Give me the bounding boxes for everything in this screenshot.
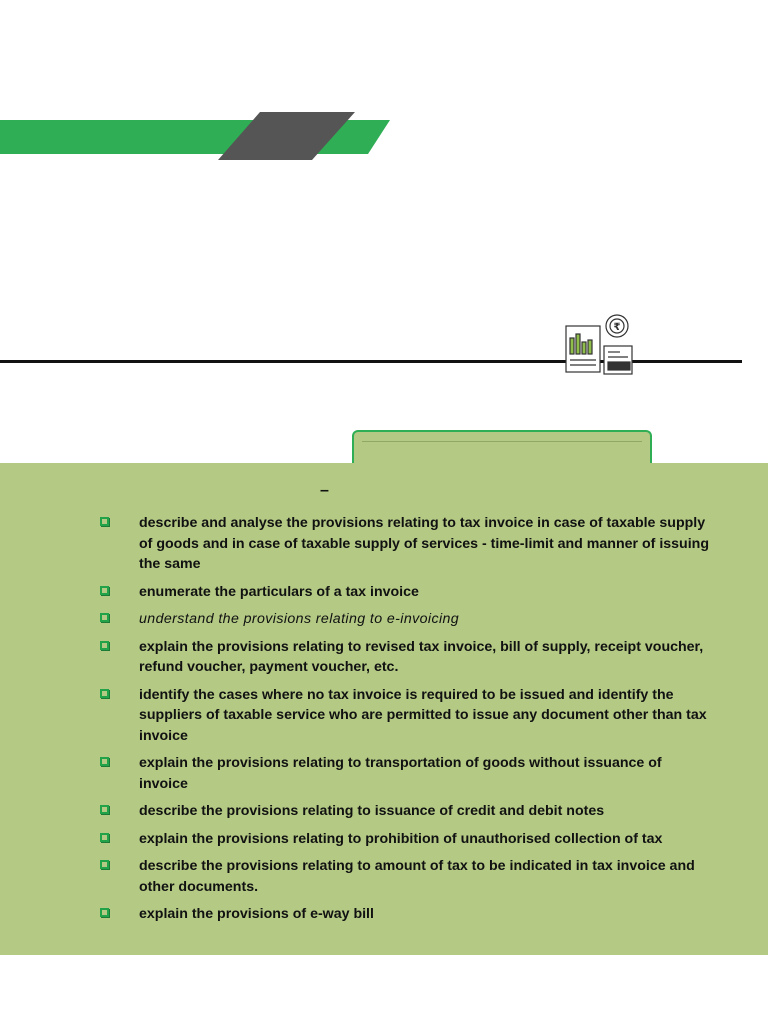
checkbox-bullet-icon (100, 757, 109, 766)
objective-text: explain the provisions relating to prohibition of unauthorised collection of tax (139, 830, 663, 847)
objective-text: enumerate the particulars of a tax invoice (139, 583, 419, 600)
objective-text: explain the provisions relating to revised tax invoice, bill of supply, receipt voucher, refund voucher, payment voucher, etc. (139, 638, 704, 675)
objective-text: explain the provisions relating to transportation of goods without issuance of invoice (139, 755, 662, 792)
list-item (100, 904, 710, 925)
list-item (100, 513, 710, 575)
list-item (100, 685, 710, 747)
list-item (100, 582, 710, 603)
list-item (100, 609, 710, 630)
list-item (100, 801, 710, 822)
objective-text: describe and analyse the provisions relating to tax invoice in case of taxable supply of goods and in case of taxable supply of services - time-limit and manner of issuing the same (139, 515, 709, 572)
header-dash: – (320, 482, 329, 499)
banner-stripe (0, 112, 400, 162)
objective-text: describe the provisions relating to issuance of credit and debit notes (139, 803, 605, 819)
objective-text: explain the provisions of e-way bill (139, 906, 374, 922)
checkbox-bullet-icon (100, 805, 109, 814)
checkbox-bullet-icon (100, 586, 109, 595)
list-item (100, 753, 710, 794)
objective-text: identify the cases where no tax invoice is required to be issued and identify the suppliers of taxable service who are permitted to issue any document other than tax invoice (139, 686, 707, 744)
list-item (100, 856, 710, 897)
objective-text: describe the provisions relating to amount of tax to be indicated in tax invoice and other documents. (139, 858, 695, 895)
objectives-list (100, 513, 710, 932)
tab-inner-line (362, 441, 642, 442)
checkbox-bullet-icon (100, 517, 109, 526)
list-item (100, 637, 710, 678)
checkbox-bullet-icon (100, 689, 109, 698)
objective-text: understand the provisions relating to e-invoicing (139, 611, 460, 627)
list-item (100, 829, 710, 850)
checkbox-bullet-icon (100, 833, 109, 842)
checkbox-bullet-icon (100, 908, 109, 917)
invoice-rupee-gear-icon (560, 310, 640, 380)
checkbox-bullet-icon (100, 860, 109, 869)
checkbox-bullet-icon (100, 613, 109, 622)
checkbox-bullet-icon (100, 641, 109, 650)
svg-text:₹: ₹ (613, 322, 621, 333)
